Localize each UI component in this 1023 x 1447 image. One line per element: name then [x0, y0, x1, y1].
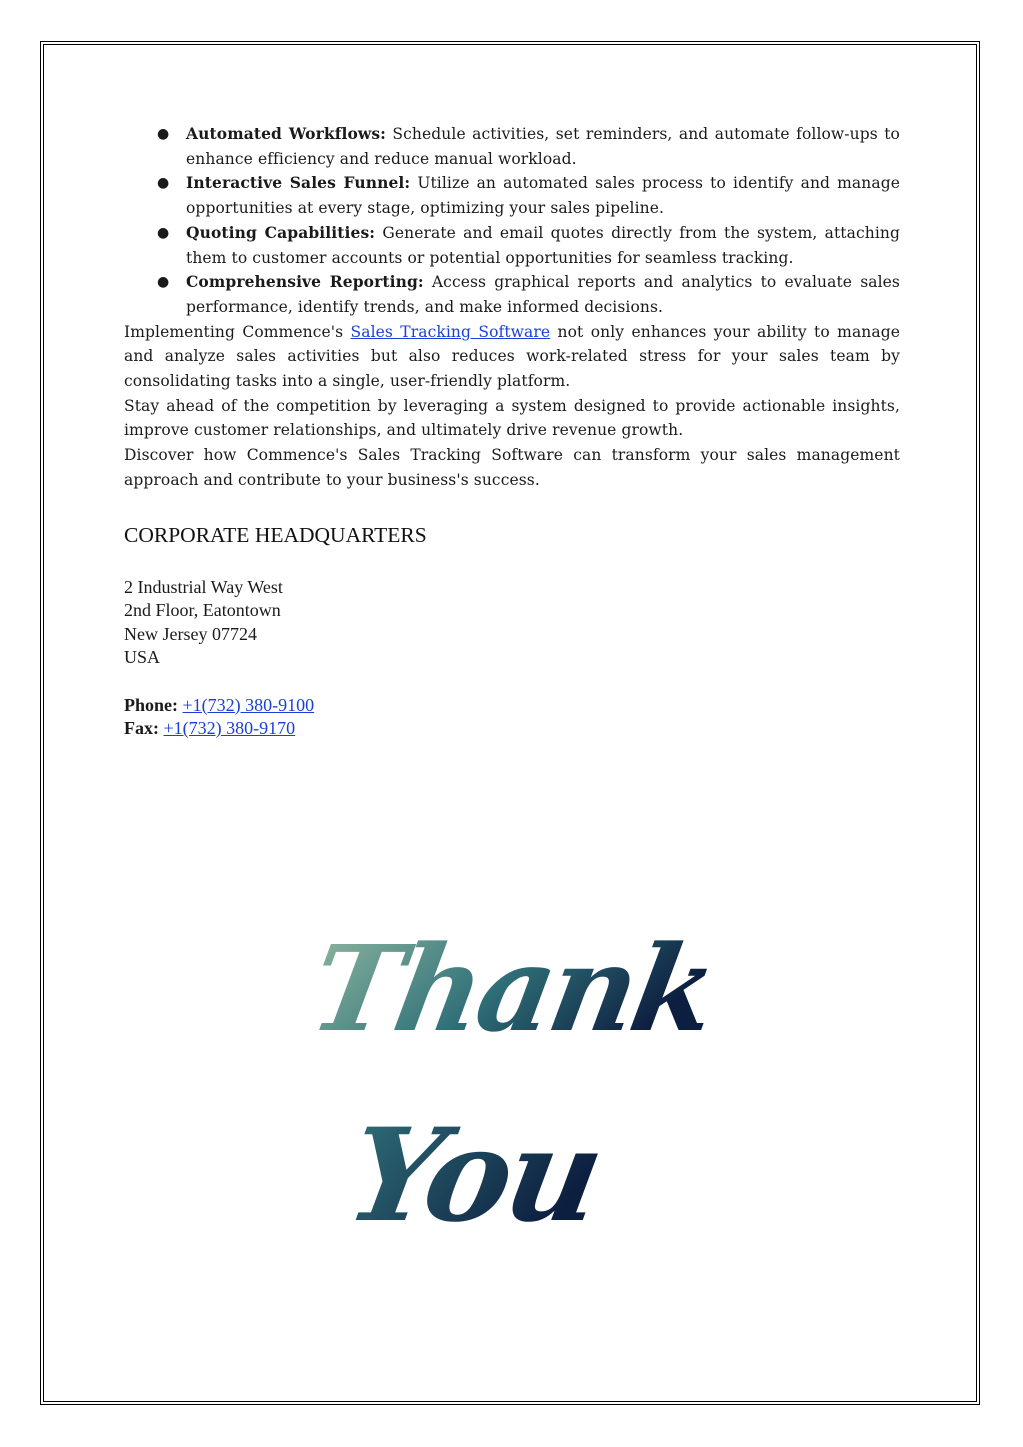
paragraph-stay-ahead: Stay ahead of the competition by leveraging a system designed to provide actionable insights, improve customer relationships, and ultimately drive revenue growth.	[124, 396, 900, 440]
paragraph-text: not only enhances your ability to manage and analyze sales activities but also reduces work-related stress for your sales team by consolidating tasks into a single, user-friendly platform.	[124, 322, 900, 391]
list-item	[124, 122, 900, 171]
thank-word: Thank	[301, 919, 724, 1059]
you-word: You	[337, 1100, 611, 1251]
bullet-icon: ●	[157, 224, 170, 241]
fax-row	[124, 717, 900, 741]
address-line: 2nd Floor, Eatontown	[124, 600, 281, 621]
feature-title: Automated Workflows:	[186, 124, 386, 143]
document-body	[124, 122, 900, 741]
thank-you-image	[300, 895, 760, 1265]
feature-text: Schedule activities, set reminders, and automate follow-ups to enhance efficiency and reduce manual workload.	[186, 125, 900, 168]
sales-tracking-software-link[interactable]: Sales Tracking Software	[350, 322, 551, 341]
list-item	[124, 221, 900, 270]
address-line: 2 Industrial Way West	[124, 576, 283, 597]
feature-title: Quoting Capabilities:	[186, 222, 376, 242]
feature-list	[124, 122, 900, 320]
contact-block	[124, 694, 900, 741]
feature-title: Comprehensive Reporting:	[186, 272, 424, 292]
bullet-icon: ●	[157, 126, 170, 142]
feature-text: Generate and email quotes directly from the system, attaching them to customer accounts or potential opportunities for seamless tracking.	[186, 223, 900, 267]
fax-label: Fax:	[124, 718, 159, 739]
address-block	[124, 576, 900, 670]
phone-link[interactable]: +1(732) 380-9100	[182, 694, 315, 715]
bullet-icon: ●	[157, 175, 170, 192]
list-item	[124, 270, 900, 319]
fax-link[interactable]: +1(732) 380-9170	[163, 718, 296, 739]
paragraph-text: Implementing Commence's	[124, 322, 351, 341]
phone-row	[124, 694, 900, 718]
phone-label: Phone:	[124, 694, 178, 715]
paragraph-implementing	[124, 320, 900, 394]
address-line: New Jersey 07724	[124, 623, 257, 644]
paragraph-discover: Discover how Commence's Sales Tracking Software can transform your sales management approach and contribute to your business's success.	[124, 446, 900, 489]
bullet-icon: ●	[157, 274, 170, 291]
feature-text: Access graphical reports and analytics to evaluate sales performance, identify trends, and make informed decisions.	[186, 273, 900, 316]
headquarters-heading: CORPORATE HEADQUARTERS	[124, 522, 427, 547]
feature-title: Interactive Sales Funnel:	[186, 173, 411, 193]
address-line: USA	[124, 647, 161, 668]
feature-text: Utilize an automated sales process to identify and manage opportunities at every stage, optimizing your sales pipeline.	[186, 174, 900, 218]
list-item	[124, 171, 900, 220]
